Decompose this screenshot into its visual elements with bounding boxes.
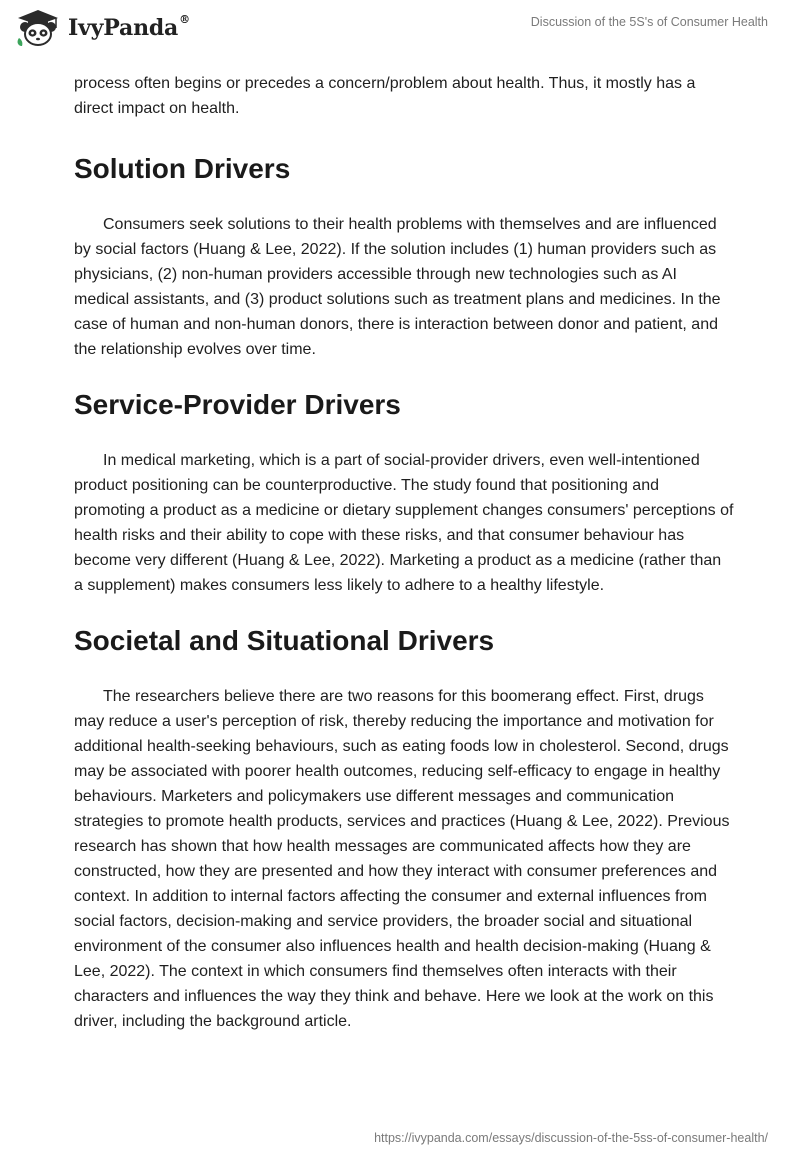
intro-paragraph: process often begins or precedes a concern/problem about health. Thus, it mostly has a direct impact on health. (74, 75, 696, 117)
section-paragraph-service-provider-drivers: In medical marketing, which is a part of social-provider drivers, even well-intentioned product positioning can be counterproductive. The study found that positioning and promoting a product as a medicine or dietary supplement changes consumers' perceptions of health risks and their ability to cope with these risks, and that consumer behaviour has become very different (Huang & Lee, 2022). Marketing a product as a medicine (rather than a supplement) makes consumers less likely to adhere to a healthy lifestyle. (74, 452, 734, 594)
document-title: Discussion of the 5S's of Consumer Health (530, 15, 768, 29)
section-heading-solution-drivers: Solution Drivers (74, 153, 291, 184)
footer-url[interactable]: https://ivypanda.com/essays/discussion-of-the-5ss-of-consumer-health/ (374, 1131, 768, 1145)
section-heading-societal-situational-drivers: Societal and Situational Drivers (74, 625, 495, 656)
brand-name: IvyPanda® (68, 13, 190, 41)
section-heading-service-provider-drivers: Service-Provider Drivers (74, 389, 401, 420)
essay-content (74, 71, 734, 1034)
ivypanda-logo[interactable] (14, 8, 190, 48)
section-paragraph-solution-drivers: Consumers seek solutions to their health problems with themselves and are influenced by social factors (Huang & Lee, 2022). If the solution includes (1) human providers such as physicians, (2) non-human providers accessible through new technologies such as AI medical assistants, and (3) product solutions such as treatment plans and medicines. In the case of human and non-human donors, there is interaction between donor and patient, and the relationship evolves over time. (74, 216, 721, 358)
panda-graduate-icon (14, 8, 62, 48)
section-paragraph-societal-situational-drivers: The researchers believe there are two reasons for this boomerang effect. First, drugs may reduce a user's perception of risk, thereby reducing the importance and motivation for additional health-seeking behaviours, such as eating foods low in cholesterol. Second, drugs may be associated with poorer health outcomes, reducing self-efficacy to engage in healthy behaviours. Marketers and policymakers use different messages and communication strategies to promote health products, services and practices (Huang & Lee, 2022). Previous research has shown that how health messages are communicated affects how they are constructed, how they are presented and how they interact with consumer preferences and context. In addition to internal factors affecting the consumer and external influences from social factors, decision-making and service providers, the broader social and situational environment of the consumer also influences health and health decision-making (Huang & Lee, 2022). The context in which consumers find themselves often interacts with their characters and influences the way they think and behave. Here we look at the work on this driver, including the background article. (74, 688, 730, 1030)
page-header (0, 0, 800, 70)
